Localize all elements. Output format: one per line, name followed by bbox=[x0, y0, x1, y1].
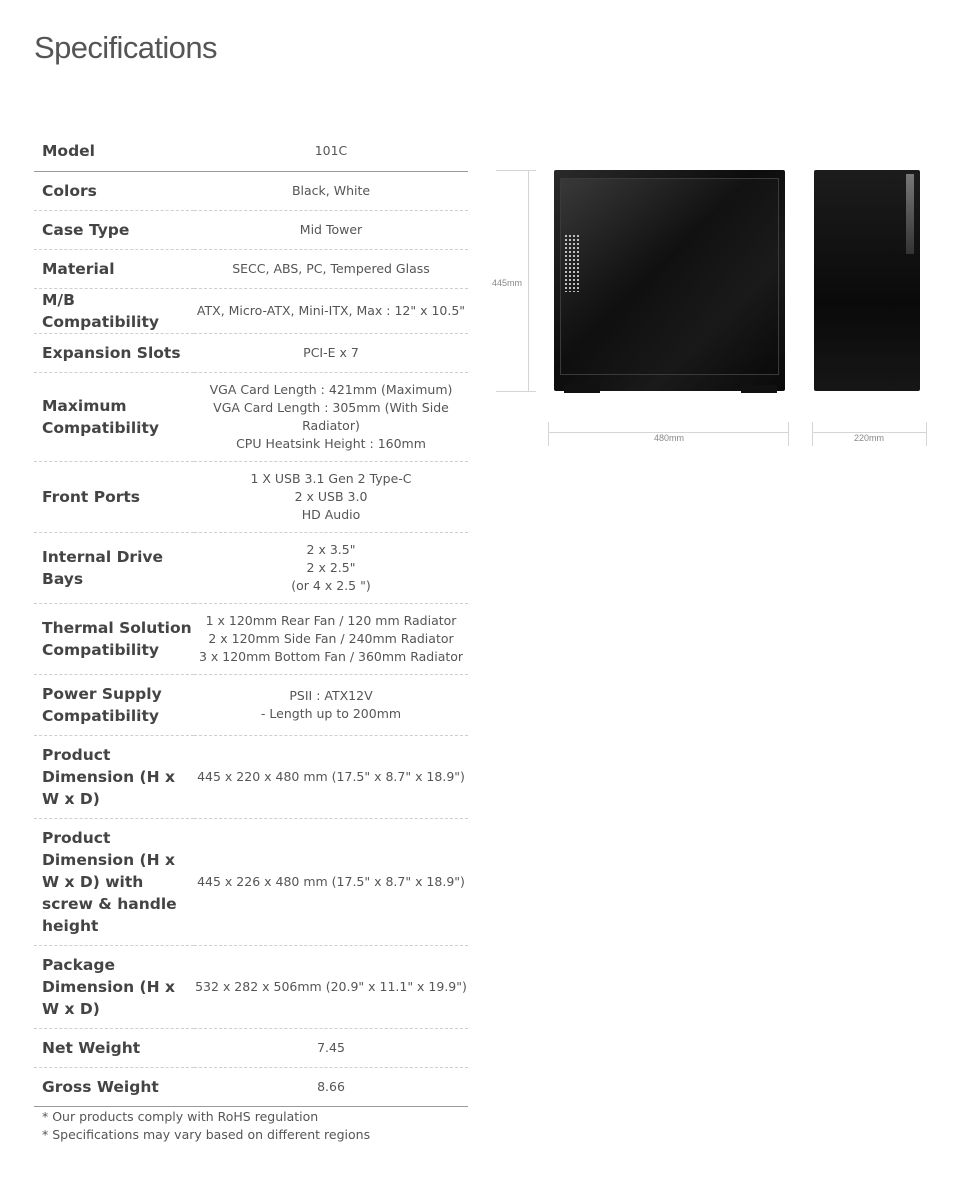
spec-value bbox=[194, 1028, 468, 1067]
width-dimension-label: 220mm bbox=[854, 433, 885, 443]
spec-label: Model bbox=[34, 132, 194, 171]
spec-row bbox=[34, 210, 468, 249]
spec-label: Package Dimension (H x W x D) bbox=[34, 945, 194, 1028]
spec-value bbox=[194, 461, 468, 532]
spec-value bbox=[194, 735, 468, 818]
spec-value-line: 1 X USB 3.1 Gen 2 Type-C bbox=[250, 470, 412, 486]
spec-value-line: 101C bbox=[314, 143, 348, 159]
spec-value-line: 532 x 282 x 506mm (20.9" x 11.1" x 19.9") bbox=[195, 978, 467, 994]
height-guide-line bbox=[528, 170, 529, 391]
spec-value bbox=[194, 945, 468, 1028]
spec-value-line: 7.45 bbox=[317, 1039, 345, 1055]
spec-label: Case Type bbox=[34, 210, 194, 249]
spec-value-line: 2 x 2.5" bbox=[306, 559, 356, 575]
spec-value bbox=[194, 818, 468, 945]
spec-value-line: 2 x 3.5" bbox=[306, 541, 356, 557]
spec-label: Gross Weight bbox=[34, 1067, 194, 1106]
spec-row bbox=[34, 674, 468, 735]
footnote-rohs: * Our products comply with RoHS regulation bbox=[42, 1109, 319, 1124]
specifications-table bbox=[34, 132, 468, 1107]
spec-row bbox=[34, 1028, 468, 1067]
spec-value-line: Mid Tower bbox=[299, 221, 363, 237]
spec-value bbox=[194, 333, 468, 372]
spec-label: Power Supply Compatibility bbox=[34, 674, 194, 735]
depth-guide-left bbox=[548, 422, 549, 446]
spec-row bbox=[34, 818, 468, 945]
spec-row bbox=[34, 132, 468, 171]
case-foot-left bbox=[564, 385, 600, 393]
vent-holes bbox=[564, 234, 580, 292]
spec-row bbox=[34, 532, 468, 603]
spec-label: Maximum Compatibility bbox=[34, 372, 194, 461]
width-guide-left bbox=[812, 422, 813, 446]
spec-label: Material bbox=[34, 249, 194, 288]
page-title: Specifications bbox=[34, 30, 217, 65]
spec-row bbox=[34, 288, 468, 333]
spec-label: Thermal Solution Compatibility bbox=[34, 603, 194, 674]
spec-value bbox=[194, 372, 468, 461]
spec-label: Front Ports bbox=[34, 461, 194, 532]
spec-row bbox=[34, 333, 468, 372]
spec-label: Internal Drive Bays bbox=[34, 532, 194, 603]
spec-value bbox=[194, 171, 468, 210]
footnote-regions: * Specifications may vary based on different regions bbox=[42, 1127, 371, 1142]
spec-value-line: 2 x 120mm Side Fan / 240mm Radiator bbox=[208, 630, 454, 646]
spec-row bbox=[34, 461, 468, 532]
spec-value bbox=[194, 132, 468, 171]
spec-value-line: 445 x 220 x 480 mm (17.5" x 8.7" x 18.9") bbox=[197, 768, 465, 784]
spec-value bbox=[194, 249, 468, 288]
spec-value bbox=[194, 1067, 468, 1106]
width-guide-right bbox=[926, 422, 927, 446]
spec-value-line: 2 x USB 3.0 bbox=[294, 488, 368, 504]
height-guide-top bbox=[496, 170, 536, 171]
spec-value-line: (or 4 x 2.5 ") bbox=[291, 577, 371, 593]
depth-guide-right bbox=[788, 422, 789, 446]
spec-row bbox=[34, 171, 468, 210]
product-dimension-drawing bbox=[486, 160, 936, 460]
spec-value-line: 8.66 bbox=[317, 1078, 345, 1094]
spec-label: Product Dimension (H x W x D) bbox=[34, 735, 194, 818]
spec-row bbox=[34, 372, 468, 461]
spec-value-line: PSII : ATX12V bbox=[289, 687, 373, 703]
spec-value bbox=[194, 532, 468, 603]
spec-row bbox=[34, 735, 468, 818]
spec-row bbox=[34, 603, 468, 674]
spec-value bbox=[194, 674, 468, 735]
footnotes bbox=[42, 1108, 370, 1144]
spec-row bbox=[34, 249, 468, 288]
spec-value-line: VGA Card Length : 305mm (With Side Radiator) bbox=[213, 399, 449, 433]
tempered-glass-panel bbox=[560, 178, 779, 375]
spec-value bbox=[194, 288, 468, 333]
spec-value-line: CPU Heatsink Height : 160mm bbox=[236, 435, 426, 451]
spec-value-line: SECC, ABS, PC, Tempered Glass bbox=[232, 260, 430, 276]
spec-label: Expansion Slots bbox=[34, 333, 194, 372]
spec-label: M/B Compatibility bbox=[34, 288, 194, 333]
spec-value bbox=[194, 210, 468, 249]
height-dimension-label: 445mm bbox=[492, 278, 523, 288]
spec-value-line: 445 x 226 x 480 mm (17.5" x 8.7" x 18.9") bbox=[197, 873, 465, 889]
depth-dimension-label: 480mm bbox=[654, 433, 685, 443]
spec-value-line: 3 x 120mm Bottom Fan / 360mm Radiator bbox=[198, 648, 464, 664]
case-front-view bbox=[554, 170, 785, 391]
spec-row bbox=[34, 945, 468, 1028]
spec-value-line: Black, White bbox=[291, 182, 371, 198]
spec-value-line: ATX, Micro-ATX, Mini-ITX, Max : 12" x 10.5" bbox=[196, 302, 466, 318]
spec-label: Colors bbox=[34, 171, 194, 210]
spec-value-line: VGA Card Length : 421mm (Maximum) bbox=[209, 381, 453, 397]
case-side-view bbox=[814, 170, 920, 391]
case-foot-right bbox=[741, 385, 777, 393]
spec-value-line: - Length up to 200mm bbox=[260, 705, 402, 721]
front-panel-strip bbox=[906, 174, 914, 254]
spec-label: Net Weight bbox=[34, 1028, 194, 1067]
spec-row bbox=[34, 1067, 468, 1106]
spec-label: Product Dimension (H x W x D) with screw & handle height bbox=[34, 818, 194, 945]
spec-value-line: PCI-E x 7 bbox=[303, 344, 359, 360]
spec-value bbox=[194, 603, 468, 674]
spec-value-line: HD Audio bbox=[301, 506, 361, 522]
spec-value-line: 1 x 120mm Rear Fan / 120 mm Radiator bbox=[205, 612, 457, 628]
height-guide-bottom bbox=[496, 391, 536, 392]
